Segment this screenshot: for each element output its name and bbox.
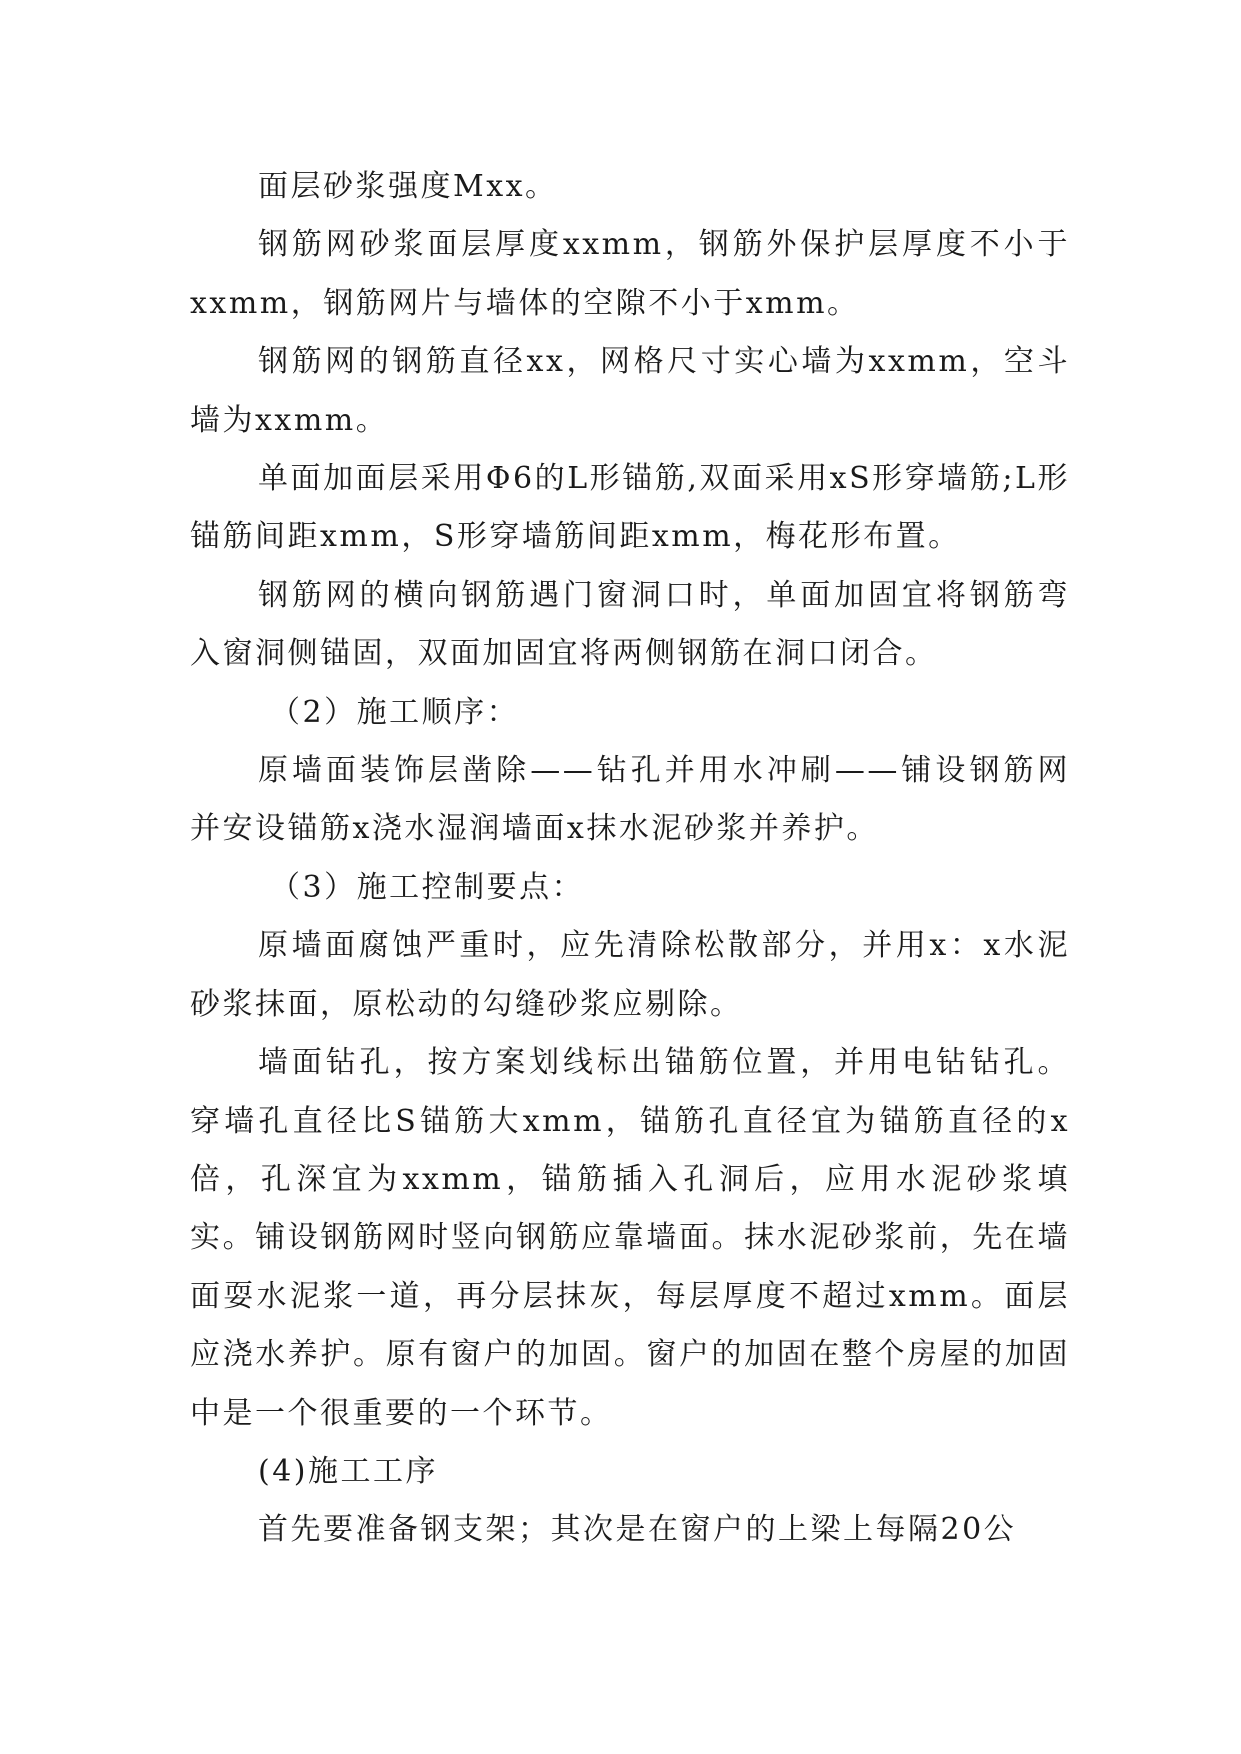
- paragraph-drilling: 墙面钻孔，按方案划线标出锚筋位置，并用电钻钻孔。穿墙孔直径比S锚筋大xmm，锚筋孔直径宜为锚筋直径的x倍，孔深宜为xxmm，锚筋插入孔洞后，应用水泥砂浆填实。铺设钢筋网时竖向钢筋应靠墙面。抹水泥砂浆前，先在墙面耍水泥浆一道，再分层抹灰，每层厚度不超过xmm。面层应浇水养护。原有窗户的加固。窗户的加固在整个房屋的加固中是一个很重要的一个环节。: [190, 1045, 1070, 1431]
- paragraph-rebar-diameter: 钢筋网的钢筋直径xx，网格尺寸实心墙为xxmm，空斗墙为xxmm。: [190, 344, 1070, 438]
- heading-construction-process: (4)施工工序: [258, 1453, 438, 1489]
- paragraph-mortar-strength: 面层砂浆强度Mxx。: [258, 169, 558, 204]
- paragraph-sequence-steps: 原墙面装饰层凿除——钻孔并用水冲刷——铺设钢筋网并安设锚筋x浇水湿润墙面x抹水泥砂浆并养护。: [190, 753, 1070, 847]
- document-body: [190, 158, 1070, 1560]
- paragraph-anchor-bars: 单面加面层采用Φ6的L形锚筋,双面采用xS形穿墙筋;L形锚筋间距xmm，S形穿墙筋间距xmm，梅花形布置。: [190, 461, 1070, 555]
- paragraph-corrosion: 原墙面腐蚀严重时，应先清除松散部分，并用x：x水泥砂浆抹面，原松动的勾缝砂浆应剔除。: [190, 928, 1070, 1022]
- paragraph-mesh-thickness: 钢筋网砂浆面层厚度xxmm，钢筋外保护层厚度不小于xxmm，钢筋网片与墙体的空隙不小于xmm。: [190, 227, 1070, 321]
- heading-construction-sequence: （2）施工顺序：: [270, 694, 520, 730]
- heading-control-points: （3）施工控制要点：: [270, 869, 585, 905]
- paragraph-steel-support: 首先要准备钢支架；其次是在窗户的上梁上每隔20公: [258, 1512, 1017, 1548]
- paragraph-openings: 钢筋网的横向钢筋遇门窗洞口时，单面加固宜将钢筋弯入窗洞侧锚固，双面加固宜将两侧钢筋在洞口闭合。: [190, 577, 1070, 672]
